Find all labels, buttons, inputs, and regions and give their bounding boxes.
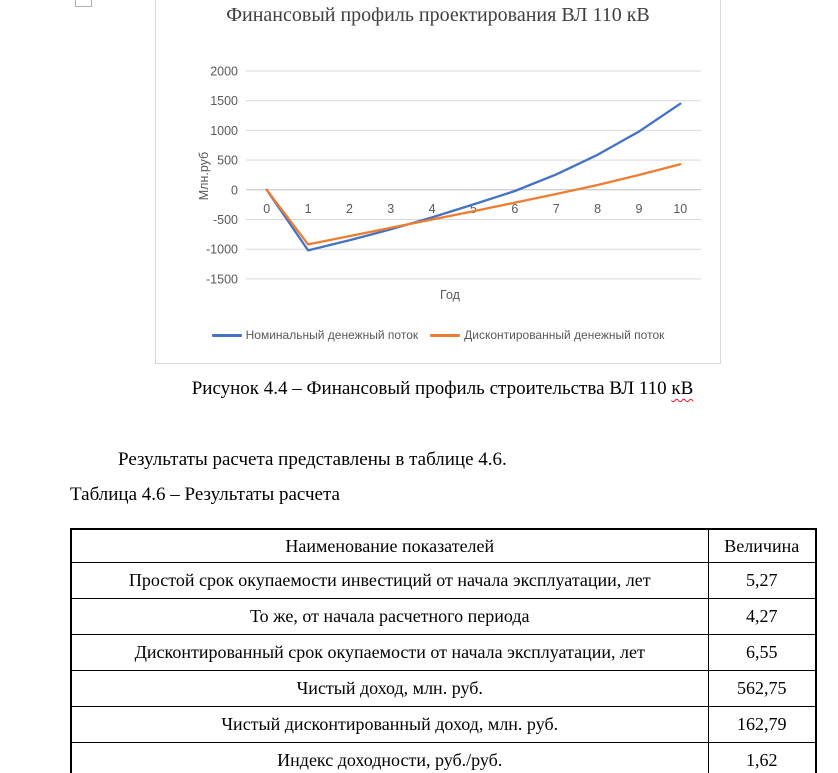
- x-axis-tick-label: 7: [552, 202, 560, 216]
- header-value: Величина: [708, 529, 816, 563]
- figure-caption: [70, 378, 815, 400]
- table-row: [71, 743, 816, 773]
- y-axis-tick-label: 500: [217, 153, 238, 168]
- spellcheck-squiggle-word: кВ: [671, 378, 694, 399]
- x-axis-tick-label: 5: [470, 202, 477, 216]
- indicator-name-cell: Дисконтированный срок окупаемости от начала эксплуатации, лет: [71, 635, 708, 671]
- legend-line-sample: [212, 334, 242, 337]
- y-axis-tick-label: 0: [231, 183, 238, 198]
- x-axis-tick-label: 6: [511, 202, 519, 216]
- legend-item: [430, 328, 664, 342]
- figure-caption-text: Рисунок 4.4 – Финансовый профиль строительства ВЛ 110: [191, 378, 672, 399]
- x-axis-tick-label: 8: [594, 202, 602, 216]
- indicator-value-cell: 5,27: [708, 563, 816, 599]
- indicator-name-cell: Простой срок окупаемости инвестиций от начала эксплуатации, лет: [71, 563, 708, 599]
- chart-legend: [156, 328, 720, 342]
- series-line: [267, 104, 681, 251]
- y-axis-title: Млн.руб: [197, 151, 211, 201]
- indicator-name-cell: Индекс доходности, руб./руб.: [71, 743, 708, 773]
- indicator-value-cell: 162,79: [708, 707, 816, 743]
- chart-plot-area: [156, 0, 720, 326]
- indicator-value-cell: 1,62: [708, 743, 816, 773]
- x-axis-tick-label: 4: [428, 202, 436, 216]
- results-table: [70, 528, 817, 773]
- indicator-value-cell: 6,55: [708, 635, 816, 671]
- indicator-value-cell: 4,27: [708, 599, 816, 635]
- x-axis-tick-label: 9: [635, 202, 643, 216]
- legend-label: Дисконтированный денежный поток: [464, 328, 665, 342]
- table-row: [71, 707, 816, 743]
- checkbox-marker[interactable]: [75, 0, 92, 7]
- indicator-value-cell: 562,75: [708, 671, 816, 707]
- embedded-chart[interactable]: [155, 0, 721, 364]
- body-paragraph: Результаты расчета представлены в таблице 4.6.: [118, 449, 507, 470]
- x-axis-title: Год: [440, 288, 460, 302]
- y-axis-tick-label: 1500: [210, 94, 238, 109]
- indicator-name-cell: Чистый доход, млн. руб.: [71, 671, 708, 707]
- legend-item: [212, 328, 419, 342]
- x-axis-tick-label: 10: [673, 202, 688, 216]
- header-indicator-name: Наименование показателей: [71, 529, 708, 563]
- y-axis-tick-label: 2000: [210, 64, 238, 79]
- y-axis-tick-label: 1000: [210, 123, 238, 138]
- table-caption: Таблица 4.6 – Результаты расчета: [70, 484, 340, 505]
- table-row: [71, 599, 816, 635]
- x-axis-tick-label: 3: [387, 202, 395, 216]
- y-axis-tick-label: -1500: [206, 272, 238, 287]
- table-row: [71, 563, 816, 599]
- table-header-row: [71, 529, 816, 563]
- x-axis-tick-label: 0: [263, 202, 271, 216]
- legend-label: Номинальный денежный поток: [245, 328, 419, 342]
- table-row: [71, 671, 816, 707]
- chart-title: Финансовый профиль проектирования ВЛ 110 кВ: [226, 4, 650, 26]
- indicator-name-cell: То же, от начала расчетного периода: [71, 599, 708, 635]
- legend-line-sample: [430, 334, 460, 337]
- y-axis-tick-label: -1000: [206, 242, 238, 257]
- x-axis-tick-label: 1: [304, 202, 312, 216]
- indicator-name-cell: Чистый дисконтированный доход, млн. руб.: [71, 707, 708, 743]
- y-axis-tick-label: -500: [212, 213, 238, 227]
- x-axis-tick-label: 2: [345, 202, 353, 216]
- table-row: [71, 635, 816, 671]
